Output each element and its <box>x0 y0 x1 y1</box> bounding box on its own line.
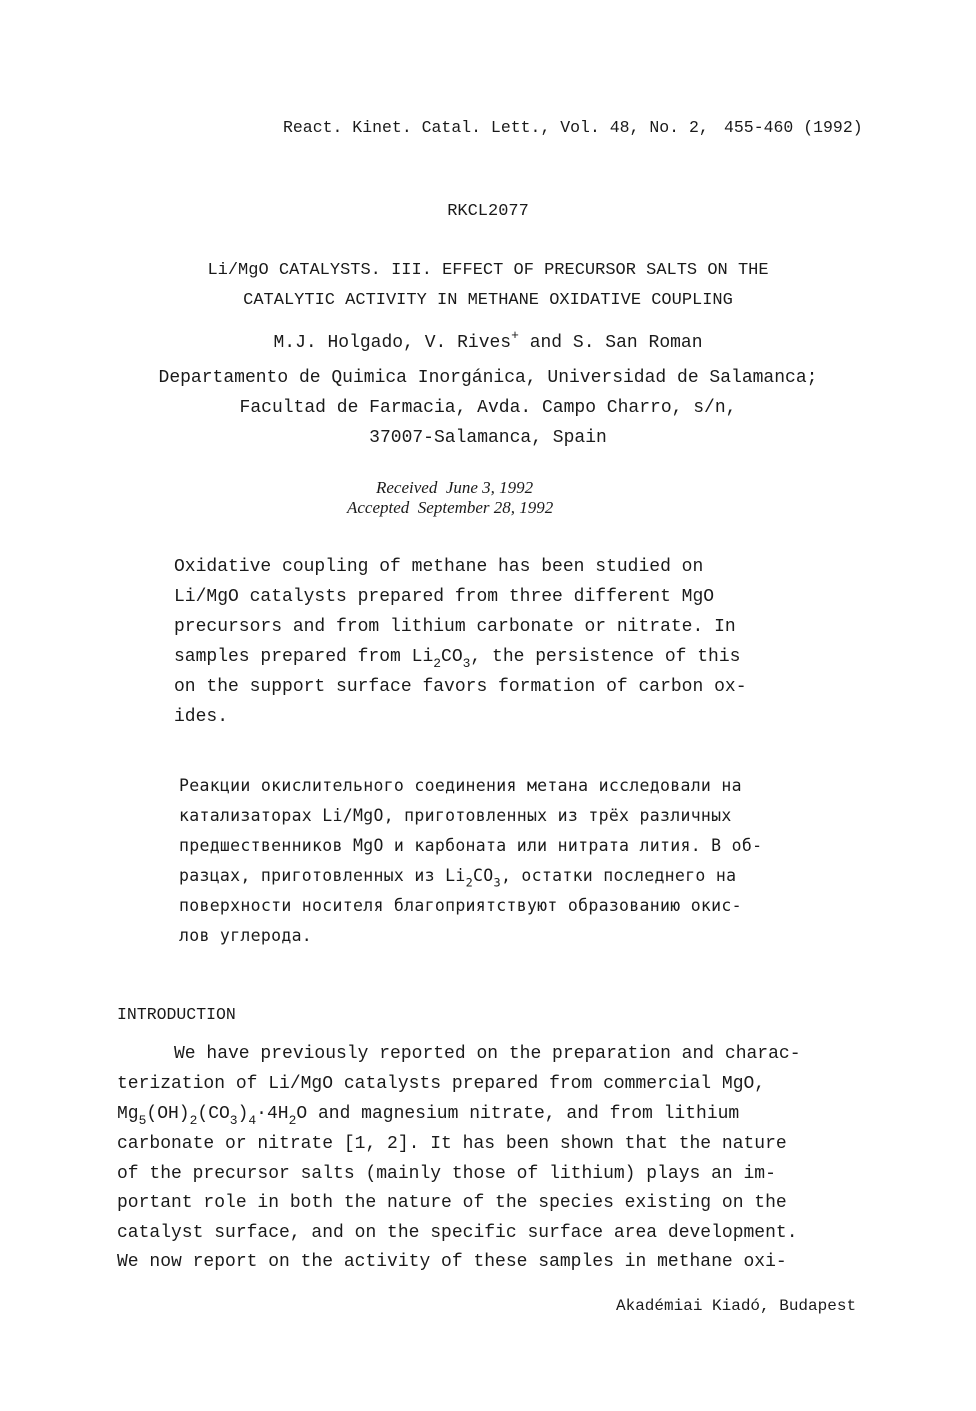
text-span: , остатки последнего на <box>500 866 737 885</box>
publisher-footer: Akadémiai Kiadó, Budapest <box>616 1297 857 1315</box>
subscript: 2 <box>288 1112 297 1128</box>
title-line-1: Li/MgO CATALYSTS. III. EFFECT OF PRECURSOR SALTS ON THE <box>207 261 769 280</box>
subscript: 5 <box>138 1112 147 1128</box>
intro-line-8: We now report on the activity of these samples in methane oxi- <box>117 1252 787 1272</box>
subscript: 4 <box>248 1112 257 1128</box>
accepted-value: September 28, 1992 <box>417 498 554 517</box>
text-span: O and magnesium nitrate, and from lithium <box>296 1104 740 1124</box>
intro-line-7: catalyst surface, and on the specific surface area development. <box>117 1223 798 1243</box>
author-names-1: M.J. Holgado, V. Rives <box>273 333 512 353</box>
subscript: 3 <box>493 875 501 890</box>
intro-line-5: of the precursor salts (mainly those of lithium) plays an im- <box>117 1164 776 1184</box>
abstract-en-line-3: precursors and from lithium carbonate or nitrate. In <box>174 617 736 637</box>
authors <box>0 328 976 353</box>
text-span: разцах, приготовленных из Li <box>179 866 466 885</box>
subscript: 3 <box>229 1112 238 1128</box>
intro-line-6: portant role in both the nature of the species existing on the <box>117 1193 787 1213</box>
text-span: CO <box>441 647 463 667</box>
received-label: Received <box>376 478 438 497</box>
abstract-ru-line-3: предшественников MgO и карбоната или нитрата лития. В об- <box>179 836 763 855</box>
abstract-ru-line-6: лов углерода. <box>179 926 313 945</box>
intro-line-2: terization of Li/MgO catalysts prepared from commercial MgO, <box>117 1074 766 1094</box>
abstract-ru-line-1: Реакции окислительного соединения метана исследовали на <box>179 776 742 795</box>
title-line-2: CATALYTIC ACTIVITY IN METHANE OXIDATIVE COUPLING <box>243 291 733 310</box>
intro-line-1: We have previously reported on the preparation and charac- <box>174 1044 801 1064</box>
intro-line-3 <box>117 1104 740 1128</box>
citation-text: React. Kinet. Catal. Lett., Vol. 48, No. 2, <box>283 118 709 137</box>
abstract-ru-line-4 <box>179 866 737 890</box>
abstract-en-line-1: Oxidative coupling of methane has been studied on <box>174 557 704 577</box>
subscript: 3 <box>462 655 471 671</box>
affiliation-line-2: Facultad de Farmacia, Avda. Campo Charro, s/n, <box>239 398 737 418</box>
abstract-ru-line-5: поверхности носителя благоприятствуют образованию окис- <box>179 896 742 915</box>
text-span: ) <box>237 1104 249 1124</box>
abstract-en-line-4 <box>174 647 741 671</box>
abstract-ru-line-2: катализаторах Li/MgO, приготовленных из трёх различных <box>179 806 732 825</box>
author-names-2: and S. San Roman <box>518 333 703 353</box>
text-span: ·4H <box>256 1104 289 1124</box>
intro-line-4: carbonate or nitrate [1, 2]. It has been shown that the nature <box>117 1134 787 1154</box>
abstract-en-line-5: on the support surface favors formation of carbon ox- <box>174 677 747 697</box>
introduction-heading: INTRODUCTION <box>117 1005 236 1024</box>
accepted-label: Accepted <box>347 498 410 517</box>
abstract-en-line-6: ides. <box>174 707 229 727</box>
text-span: Mg <box>117 1104 139 1124</box>
text-span: (CO <box>197 1104 230 1124</box>
abstract-en-line-2: Li/MgO catalysts prepared from three different MgO <box>174 587 715 607</box>
received-value: June 3, 1992 <box>445 478 534 497</box>
page-range: 455-460 (1992) <box>724 118 863 137</box>
accepted-date <box>347 498 553 518</box>
received-date <box>376 478 533 498</box>
text-span: samples prepared from Li <box>174 647 434 667</box>
affiliation-line-3: 37007-Salamanca, Spain <box>369 428 607 448</box>
text-span: , the persistence of this <box>470 647 741 667</box>
subscript: 2 <box>465 875 474 890</box>
affiliation-line-1: Departamento de Quimica Inorgánica, Universidad de Salamanca; <box>158 368 818 388</box>
subscript: 2 <box>433 655 442 671</box>
subscript: 2 <box>189 1112 198 1128</box>
corresponding-author-mark: + <box>511 328 519 344</box>
article-code: RKCL2077 <box>447 202 529 221</box>
journal-citation <box>283 118 709 137</box>
text-span: CO <box>473 866 494 885</box>
text-span: (OH) <box>146 1104 190 1124</box>
